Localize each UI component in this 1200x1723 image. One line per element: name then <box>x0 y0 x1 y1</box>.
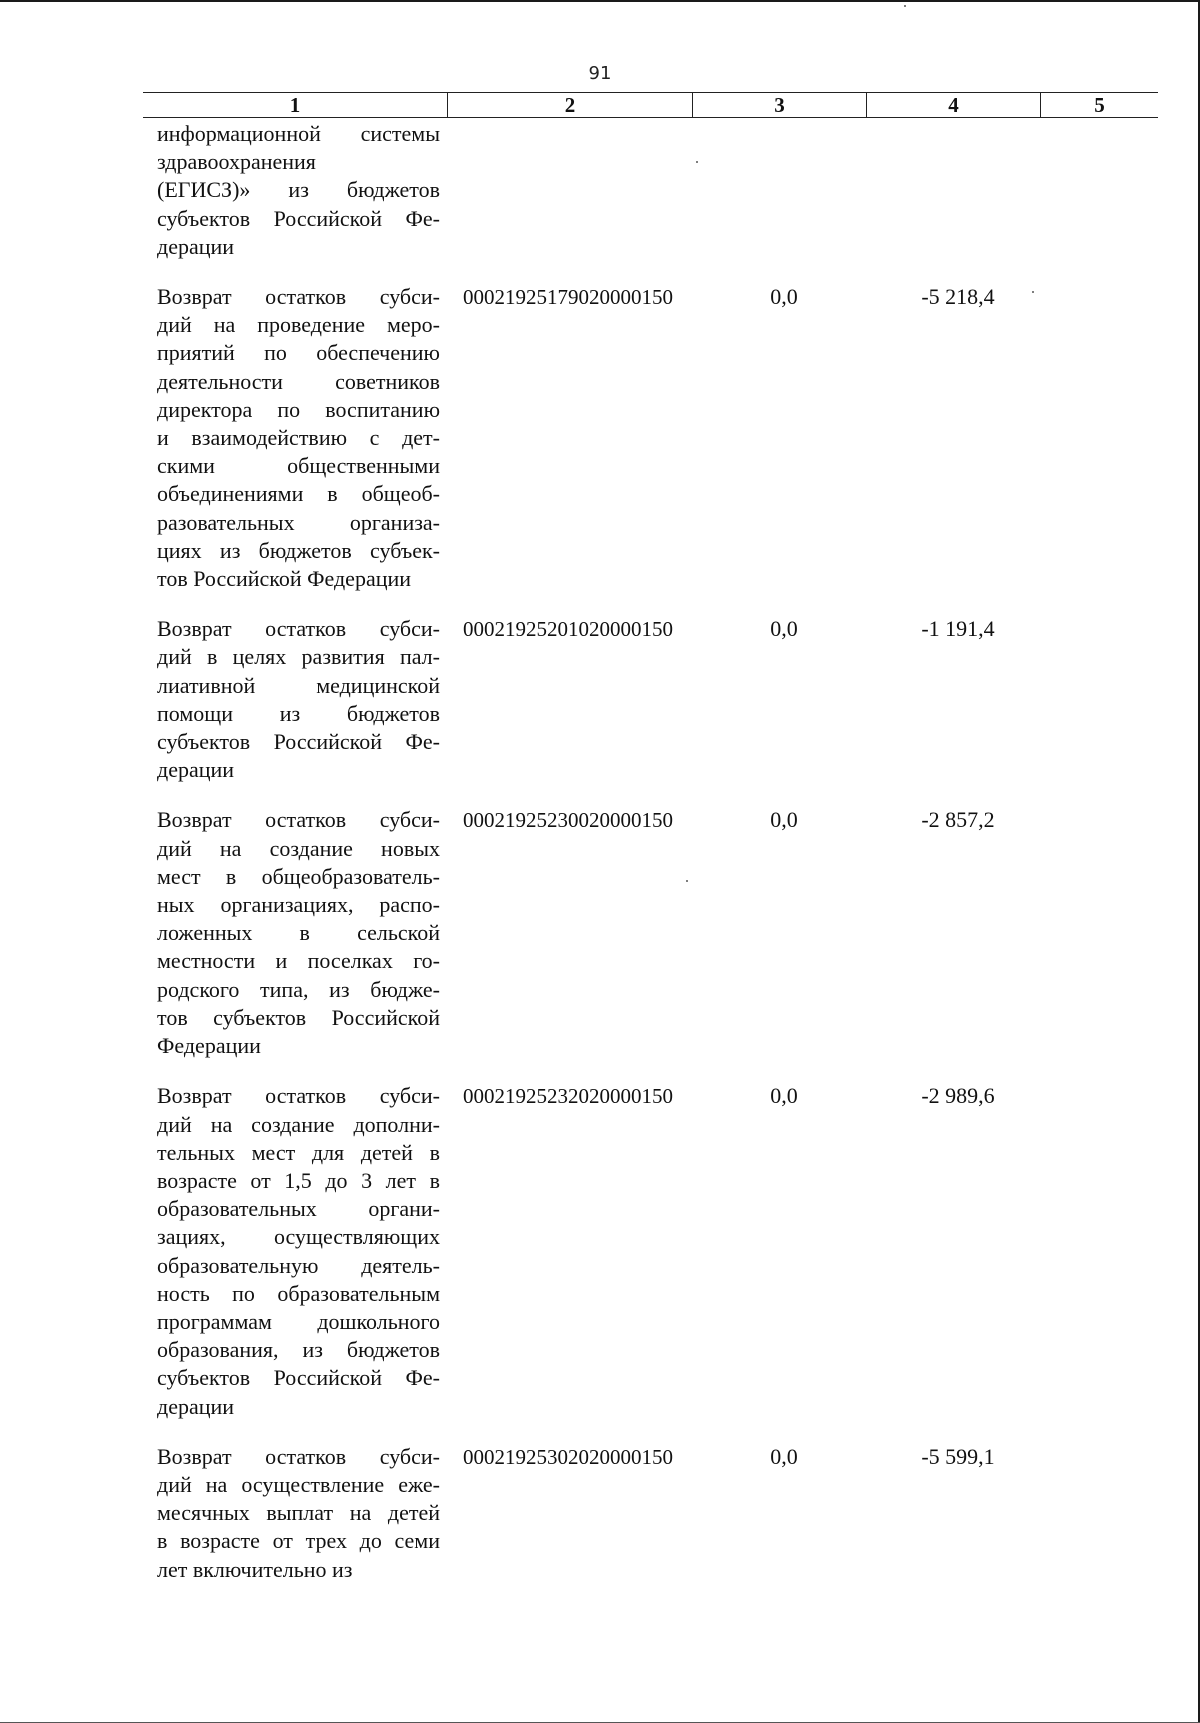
row-description <box>143 1082 448 1420</box>
value-col4: -5 218,4 <box>921 284 995 310</box>
row-gap <box>143 1421 1158 1443</box>
header-cell-1: 1 <box>143 93 448 117</box>
description-line: помощи из бюджетов <box>157 700 440 726</box>
description-line: Возврат остатков субси- <box>157 616 440 642</box>
description-line: субъектов Российской Фе- <box>157 205 440 231</box>
description-line: дий на создание новых <box>157 835 440 861</box>
header-cell-4: 4 <box>867 93 1041 117</box>
description-line: Возврат остатков субси- <box>157 284 440 310</box>
budget-code: 00021925201020000150 <box>463 617 673 642</box>
scan-speck <box>686 880 688 882</box>
description-line: программам дошкольного <box>157 1308 440 1334</box>
value-col4: -2 857,2 <box>921 807 995 833</box>
value-col3: 0,0 <box>770 616 798 642</box>
table-body <box>143 120 1158 1584</box>
description-line: и взаимодействию с дет- <box>157 425 440 451</box>
value-col4: -5 599,1 <box>921 1443 995 1469</box>
budget-code: 00021925302020000150 <box>463 1444 673 1469</box>
scan-edge-top <box>0 0 1200 2</box>
value-col3: 0,0 <box>770 1443 798 1469</box>
row-description <box>143 283 448 593</box>
header-cell-2: 2 <box>448 93 693 117</box>
table-row <box>143 1443 1158 1584</box>
description-line: циях из бюджетов субъек- <box>157 537 440 563</box>
value-col3: 0,0 <box>770 1083 798 1109</box>
row-description <box>143 1443 448 1584</box>
description-line: Возврат остатков субси- <box>157 1083 440 1109</box>
value-col4: -2 989,6 <box>921 1083 995 1109</box>
description-line: директора по воспитанию <box>157 396 440 422</box>
description-line: ных организациях, распо- <box>157 892 440 918</box>
description-line: дерации <box>157 1393 235 1419</box>
row-description <box>143 806 448 1060</box>
description-line: субъектов Российской Фе- <box>157 729 440 755</box>
description-line: образовательных органи- <box>157 1196 440 1222</box>
description-line: ложенных в сельской <box>157 920 440 946</box>
table-row <box>143 806 1158 1060</box>
description-line: дий на создание дополни- <box>157 1111 440 1137</box>
row-gap <box>143 1060 1158 1082</box>
header-cell-5: 5 <box>1094 93 1105 117</box>
description-line: в возрасте от трех до семи <box>157 1528 440 1554</box>
value-col3: 0,0 <box>770 284 798 310</box>
page-number: 91 <box>588 63 612 84</box>
description-line: зациях, осуществляющих <box>157 1224 440 1250</box>
description-line: образовательную деятель- <box>157 1252 440 1278</box>
description-line: объединениями в общеоб- <box>157 481 440 507</box>
description-line: лет включительно из <box>157 1556 353 1582</box>
table-row <box>143 615 1158 784</box>
row-gap <box>143 261 1158 283</box>
description-line: ность по образовательным <box>157 1280 440 1306</box>
header-cell-3: 3 <box>693 93 867 117</box>
description-line: тов Российской Федерации <box>157 566 412 592</box>
table-row <box>143 1082 1158 1420</box>
scan-speck <box>904 5 906 7</box>
scan-speck <box>696 161 698 163</box>
description-line: тельных мест для детей в <box>157 1139 440 1165</box>
table-row <box>143 120 1158 261</box>
table-header-row <box>143 92 1158 118</box>
description-line: (ЕГИСЗ)» из бюджетов <box>157 177 440 203</box>
description-line: местности и поселках го- <box>157 948 440 974</box>
description-line: мест в общеобразователь- <box>157 863 440 889</box>
description-line: образования, из бюджетов <box>157 1337 440 1363</box>
row-gap <box>143 593 1158 615</box>
description-line: приятий по обеспечению <box>157 340 440 366</box>
description-line: тов субъектов Российской <box>157 1004 440 1030</box>
description-line: дерации <box>157 757 235 783</box>
value-col4: -1 191,4 <box>921 616 995 642</box>
row-description <box>143 615 448 784</box>
scan-speck <box>1032 291 1034 293</box>
value-col3: 0,0 <box>770 807 798 833</box>
description-line: месячных выплат на детей <box>157 1500 440 1526</box>
description-line: дий на осуществление еже- <box>157 1471 440 1497</box>
budget-code: 00021925230020000150 <box>463 808 673 833</box>
description-line: деятельности советников <box>157 368 440 394</box>
description-line: дерации <box>157 233 235 259</box>
description-line: информационной системы <box>157 121 440 146</box>
description-line: Возврат остатков субси- <box>157 1443 440 1469</box>
row-gap <box>143 784 1158 806</box>
budget-code: 00021925232020000150 <box>463 1084 673 1109</box>
budget-code: 00021925179020000150 <box>463 285 673 310</box>
description-line: дий на проведение меро- <box>157 312 440 338</box>
description-line: родского типа, из бюдже- <box>157 976 440 1002</box>
description-line: скими общественными <box>157 453 440 479</box>
description-line: Возврат остатков субси- <box>157 807 440 833</box>
description-line: дий в целях развития пал- <box>157 644 440 670</box>
table-row <box>143 283 1158 593</box>
description-line: лиативной медицинской <box>157 672 440 698</box>
description-line: возрасте от 1,5 до 3 лет в <box>157 1167 440 1193</box>
description-line: здравоохранения <box>157 149 316 175</box>
description-line: субъектов Российской Фе- <box>157 1365 440 1391</box>
description-line: Федерации <box>157 1033 261 1059</box>
description-line: разовательных организа- <box>157 509 440 535</box>
row-description <box>143 120 448 261</box>
